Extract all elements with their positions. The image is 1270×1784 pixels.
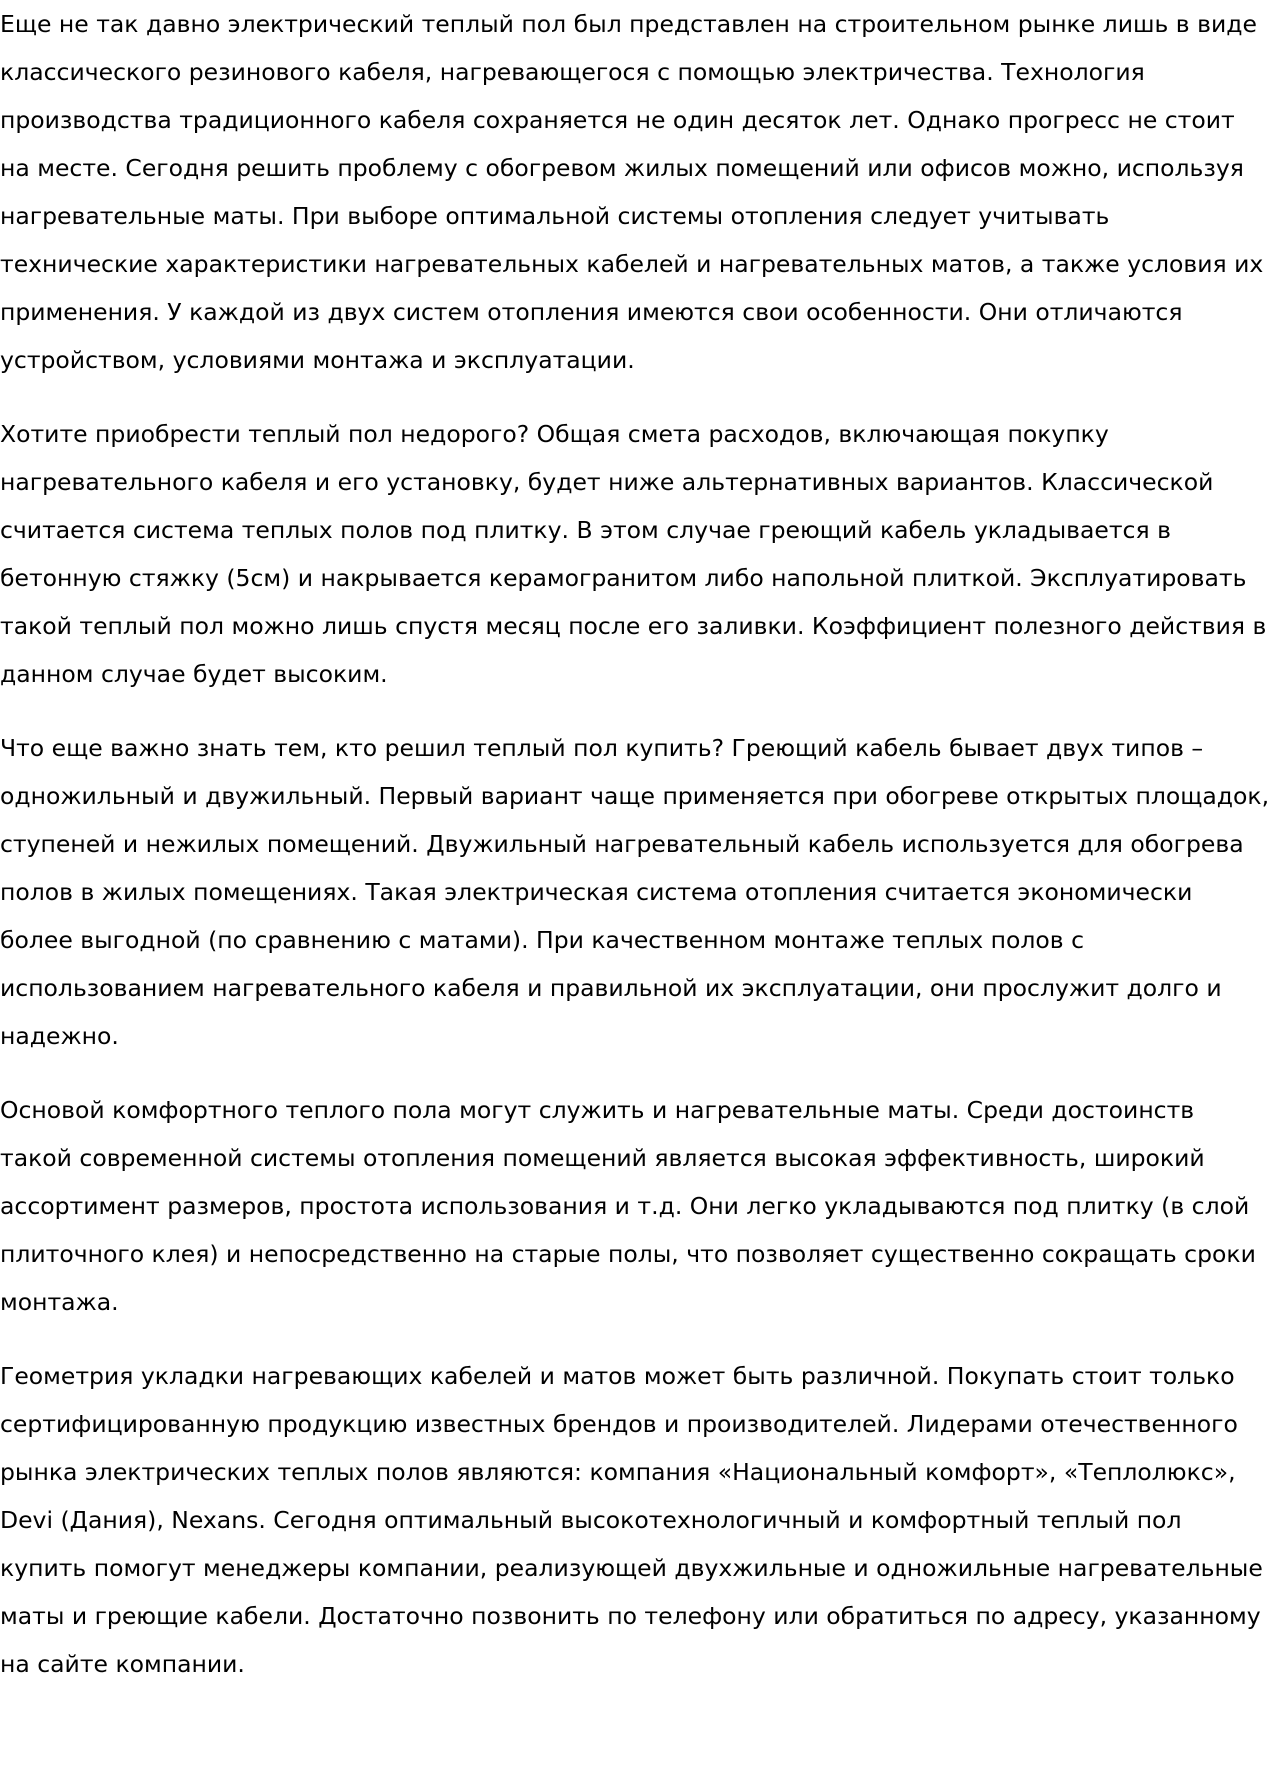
- paragraph-price: Хотите приобрести теплый пол недорого? Общая смета расходов, включающая покупку нагревательного кабеля и его установку, будет ниже альтернативных вариантов. Классической считается система теплых полов под плитку. В этом случае греющий кабель укладывается в бетонную стяжку (5см) и накрывается керамогранитом либо напольной плиткой. Эксплуатировать такой теплый пол можно лишь спустя месяц после его заливки. Коэффициент полезного действия в данном случае будет высоким.: [0, 420, 1267, 688]
- paragraph-brands: Геометрия укладки нагревающих кабелей и матов может быть различной. Покупать стоит только сертифицированную продукцию известных брендов и производителей. Лидерами отечественного рынка электрических теплых полов являются: компания «Национальный комфорт», «Теплолюкс», Devi (Дания), Nexans. Сегодня оптимальный высокотехнологичный и комфортный теплый пол купить помогут менеджеры компании, реализующей двухжильные и одножильные нагревательные маты и греющие кабели. Достаточно позвонить по телефону или обратиться по адресу, указанному на сайте компании.: [0, 1362, 1263, 1678]
- paragraph-heating-mats: Основой комфортного теплого пола могут служить и нагревательные маты. Среди достоинств такой современной системы отопления помещений является высокая эффективность, широкий ассортимент размеров, простота использования и т.д. Они легко укладываются под плитку (в слой плиточного клея) и непосредственно на старые полы, что позволяет существенно сокращать сроки монтажа.: [0, 1096, 1256, 1316]
- paragraph-intro: Еще не так давно электрический теплый пол был представлен на строительном рынке лишь в виде классического резинового кабеля, нагревающегося с помощью электричества. Технология производства традиционного кабеля сохраняется не один десяток лет. Однако прогресс не стоит на месте. Сегодня решить проблему с обогревом жилых помещений или офисов можно, используя нагревательные маты. При выборе оптимальной системы отопления следует учитывать технические характеристики нагревательных кабелей и нагревательных матов, а также условия их применения. У каждой из двух систем отопления имеются свои особенности. Они отличаются устройством, условиями монтажа и эксплуатации.: [0, 10, 1264, 374]
- paragraph-cable-types: Что еще важно знать тем, кто решил теплый пол купить? Греющий кабель бывает двух типов – одножильный и двужильный. Первый вариант чаще применяется при обогреве открытых площадок, ступеней и нежилых помещений. Двужильный нагревательный кабель используется для обогрева полов в жилых помещениях. Такая электрическая система отопления считается экономически более выгодной (по сравнению с матами). При качественном монтаже теплых полов с использованием нагревательного кабеля и правильной их эксплуатации, они прослужит долго и надежно.: [0, 734, 1270, 1050]
